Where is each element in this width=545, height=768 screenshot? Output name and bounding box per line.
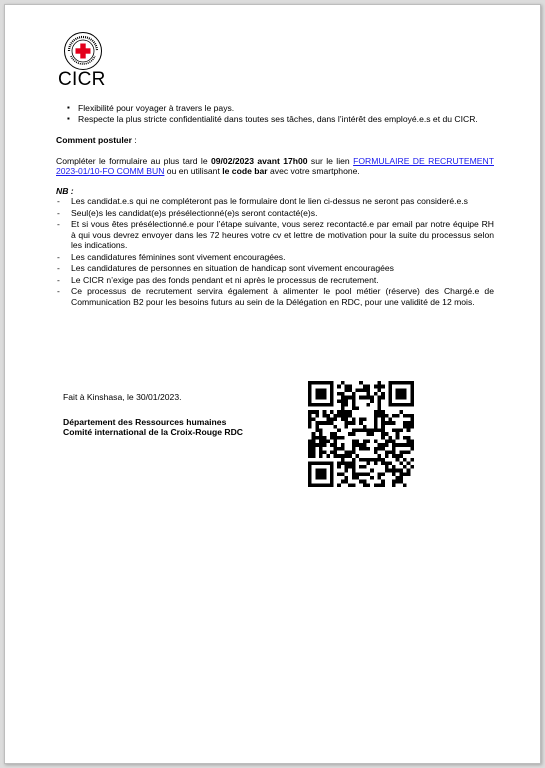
deadline: 09/02/2023 avant 17h00 [210, 155, 308, 166]
list-item: - Et si vous êtes présélectionné.e pour l’étape suivante, vous serez recontacté.e par email par notre équipe RH à qui vous devrez envoyer dans les 72 heures votre cv et lettre de motivation pour la suite du processus selon les indications. [71, 219, 494, 251]
text: Compléter le formulaire au plus tard le [56, 155, 211, 166]
list-item: - Le CICR n’exige pas des fonds pendant et ni après le processus de recrutement. [71, 275, 494, 286]
bullet-list [56, 103, 494, 124]
document-page [4, 4, 541, 764]
section-heading [56, 135, 494, 146]
apply-paragraph [56, 156, 494, 177]
signature-block [63, 392, 293, 438]
nb-list [56, 196, 494, 307]
icrc-logo [63, 31, 103, 71]
list-item: - Ce processus de recrutement servira également à alimenter le pool métier (réserve) des Chargé.e de Communication B2 pour les besoins futurs au sein de la Délégation en RDC, pour une validité de 12 mois. [71, 286, 494, 307]
text: avec votre smartphone. [267, 166, 360, 176]
text: ou en utilisant [164, 166, 223, 176]
department [63, 417, 293, 438]
list-item: - Les candidat.e.s qui ne compléteront pas le formulaire dont le lien ci-dessus ne seront pas consideré.e.s [71, 196, 494, 207]
place-date: Fait à Kinshasa, le 30/01/2023. [63, 392, 182, 402]
list-item: - Les candidatures féminines sont vivement encouragées. [71, 252, 494, 263]
list-item: ▪ Respecte la plus stricte confidentialité dans toutes ses tâches, dans l’intérêt des employé.e.s et du CICR. [78, 114, 494, 125]
heading-suffix: : [131, 135, 137, 145]
qr-code[interactable] [308, 381, 414, 487]
list-item: ▪ Flexibilité pour voyager à travers le pays. [78, 103, 494, 114]
list-item: - Seul(e)s les candidat(e)s présélectionné(e)s seront contacté(e)s. [71, 208, 494, 219]
department-line: Département des Ressources humaines [63, 416, 227, 427]
nb-title: NB : [56, 185, 74, 196]
document-body [56, 103, 494, 308]
organization-line: Comité international de la Croix-Rouge RDC [63, 427, 244, 437]
text: sur le lien [307, 155, 354, 166]
form-link[interactable]: FORMULAIRE DE RECRUTEMENT 2023-01/10-FO COMM BUN [56, 155, 494, 176]
brand-name: CICR [58, 69, 106, 90]
code-bar-text: le code bar [222, 166, 268, 176]
heading-text: Comment postuler [56, 135, 132, 145]
list-item: - Les candidatures de personnes en situation de handicap sont vivement encouragées [71, 263, 494, 274]
